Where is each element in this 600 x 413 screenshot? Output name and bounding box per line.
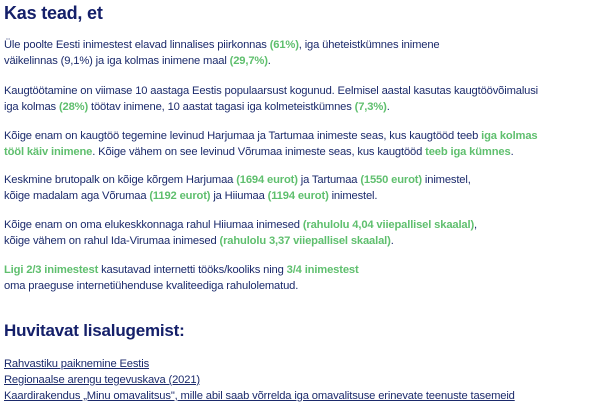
text-segment: . xyxy=(510,145,514,158)
paragraph-internet-usage xyxy=(4,263,596,294)
text-segment: kasutavad internetti tööks/kooliks ning xyxy=(98,264,287,276)
text-segment: . xyxy=(390,234,394,247)
text-segment: Üle poolte Eesti inimestest elavad linnalises piirkonnas xyxy=(4,39,270,51)
paragraph-line xyxy=(4,263,596,279)
highlighted-value: (rahulolu 4,04 viiepallisel skaalal) xyxy=(302,219,475,231)
paragraph-line xyxy=(4,173,596,189)
paragraph-remote-work-popularity xyxy=(4,84,596,115)
text-segment: ja Tartumaa xyxy=(297,174,361,186)
text-segment: Kõige enam on kaugtöö tegemine levinud Harjumaa ja Tartumaa inimeste seas, kus kaugtööd teeb xyxy=(4,130,482,142)
highlighted-value: (1192 eurot) xyxy=(149,189,211,202)
paragraph-urban-population xyxy=(4,38,596,69)
text-segment: . xyxy=(267,54,271,67)
link-my-municipality-map-app[interactable]: Kaardirakendus „Minu omavalitsus", mille abil saab võrrelda iga omavalitsuse erinevate teenuste tasemeid xyxy=(4,389,515,402)
paragraph-line xyxy=(4,100,596,116)
highlighted-value: 3/4 inimestest xyxy=(286,264,359,276)
paragraph-line xyxy=(4,38,596,54)
highlighted-value: (28%) xyxy=(58,100,89,113)
highlighted-value: teeb iga kümnes xyxy=(425,145,511,158)
paragraph-gross-salary xyxy=(4,173,596,204)
paragraph-line xyxy=(4,189,596,205)
highlighted-value: (1550 eurot) xyxy=(360,174,422,186)
paragraph-living-satisfaction xyxy=(4,218,596,249)
text-segment: kõige madalam aga Võrumaa xyxy=(4,189,150,202)
paragraph-line xyxy=(4,129,596,145)
highlighted-value: (1694 eurot) xyxy=(236,174,298,186)
further-reading-heading: Huvitavat lisalugemist: xyxy=(4,321,185,340)
page-title: Kas tead, et xyxy=(4,3,103,23)
text-segment: Kaugtöötamine on viimase 10 aastaga Eestis populaarsust kogunud. Eelmisel aastal kasutas kaugtöövõimalusi xyxy=(4,85,539,97)
highlighted-value: (29,7%) xyxy=(229,54,268,67)
highlighted-value: iga kolmas xyxy=(481,130,538,142)
paragraph-line xyxy=(4,234,596,250)
text-segment: väikelinnas (9,1%) ja iga kolmas inimene maal xyxy=(4,54,230,67)
paragraph-line xyxy=(4,145,596,161)
link-population-distribution[interactable]: Rahvastiku paiknemine Eestis xyxy=(4,358,150,370)
text-segment: iga kolmas xyxy=(4,100,59,113)
text-segment: töötav inimene, 10 aastat tagasi iga kolmeteistkümnes xyxy=(88,100,355,113)
text-segment: Kõige enam on oma elukeskkonnaga rahul Hiiumaa inimesed xyxy=(4,219,303,231)
text-segment: . Kõige vähem on see levinud Võrumaa inimeste seas, kus kaugtööd xyxy=(92,145,426,158)
text-segment: oma praeguse internetiühenduse kvaliteediga rahulolematud. xyxy=(4,279,299,292)
highlighted-value: (rahulolu 3,37 viiepallisel skaalal) xyxy=(219,234,391,247)
highlighted-value: (7,3%) xyxy=(354,100,387,113)
text-segment: . xyxy=(386,100,390,113)
highlighted-value: (61%) xyxy=(269,39,299,51)
link-regional-development-plan[interactable]: Regionaalse arengu tegevuskava (2021) xyxy=(4,373,200,386)
paragraph-line xyxy=(4,54,596,70)
text-segment: inimestel. xyxy=(328,189,378,202)
highlighted-value: tööl käiv inimene xyxy=(4,145,93,158)
paragraph-line xyxy=(4,279,596,295)
highlighted-value: (1194 eurot) xyxy=(267,189,329,202)
paragraph-line xyxy=(4,218,596,234)
text-segment: Keskmine brutopalk on kõige kõrgem Harjumaa xyxy=(4,174,237,186)
further-reading-links xyxy=(4,357,596,404)
text-segment: , iga üheteistkümnes inimene xyxy=(298,39,440,51)
text-segment: ja Hiiumaa xyxy=(210,189,268,202)
text-segment: , xyxy=(474,219,477,231)
paragraph-remote-work-regions xyxy=(4,129,596,160)
paragraph-line xyxy=(4,84,596,100)
text-segment: inimestel, xyxy=(421,174,471,186)
text-segment: kõige vähem on rahul Ida-Virumaa inimesed xyxy=(4,234,220,247)
highlighted-value: Ligi 2/3 inimestest xyxy=(4,264,99,276)
